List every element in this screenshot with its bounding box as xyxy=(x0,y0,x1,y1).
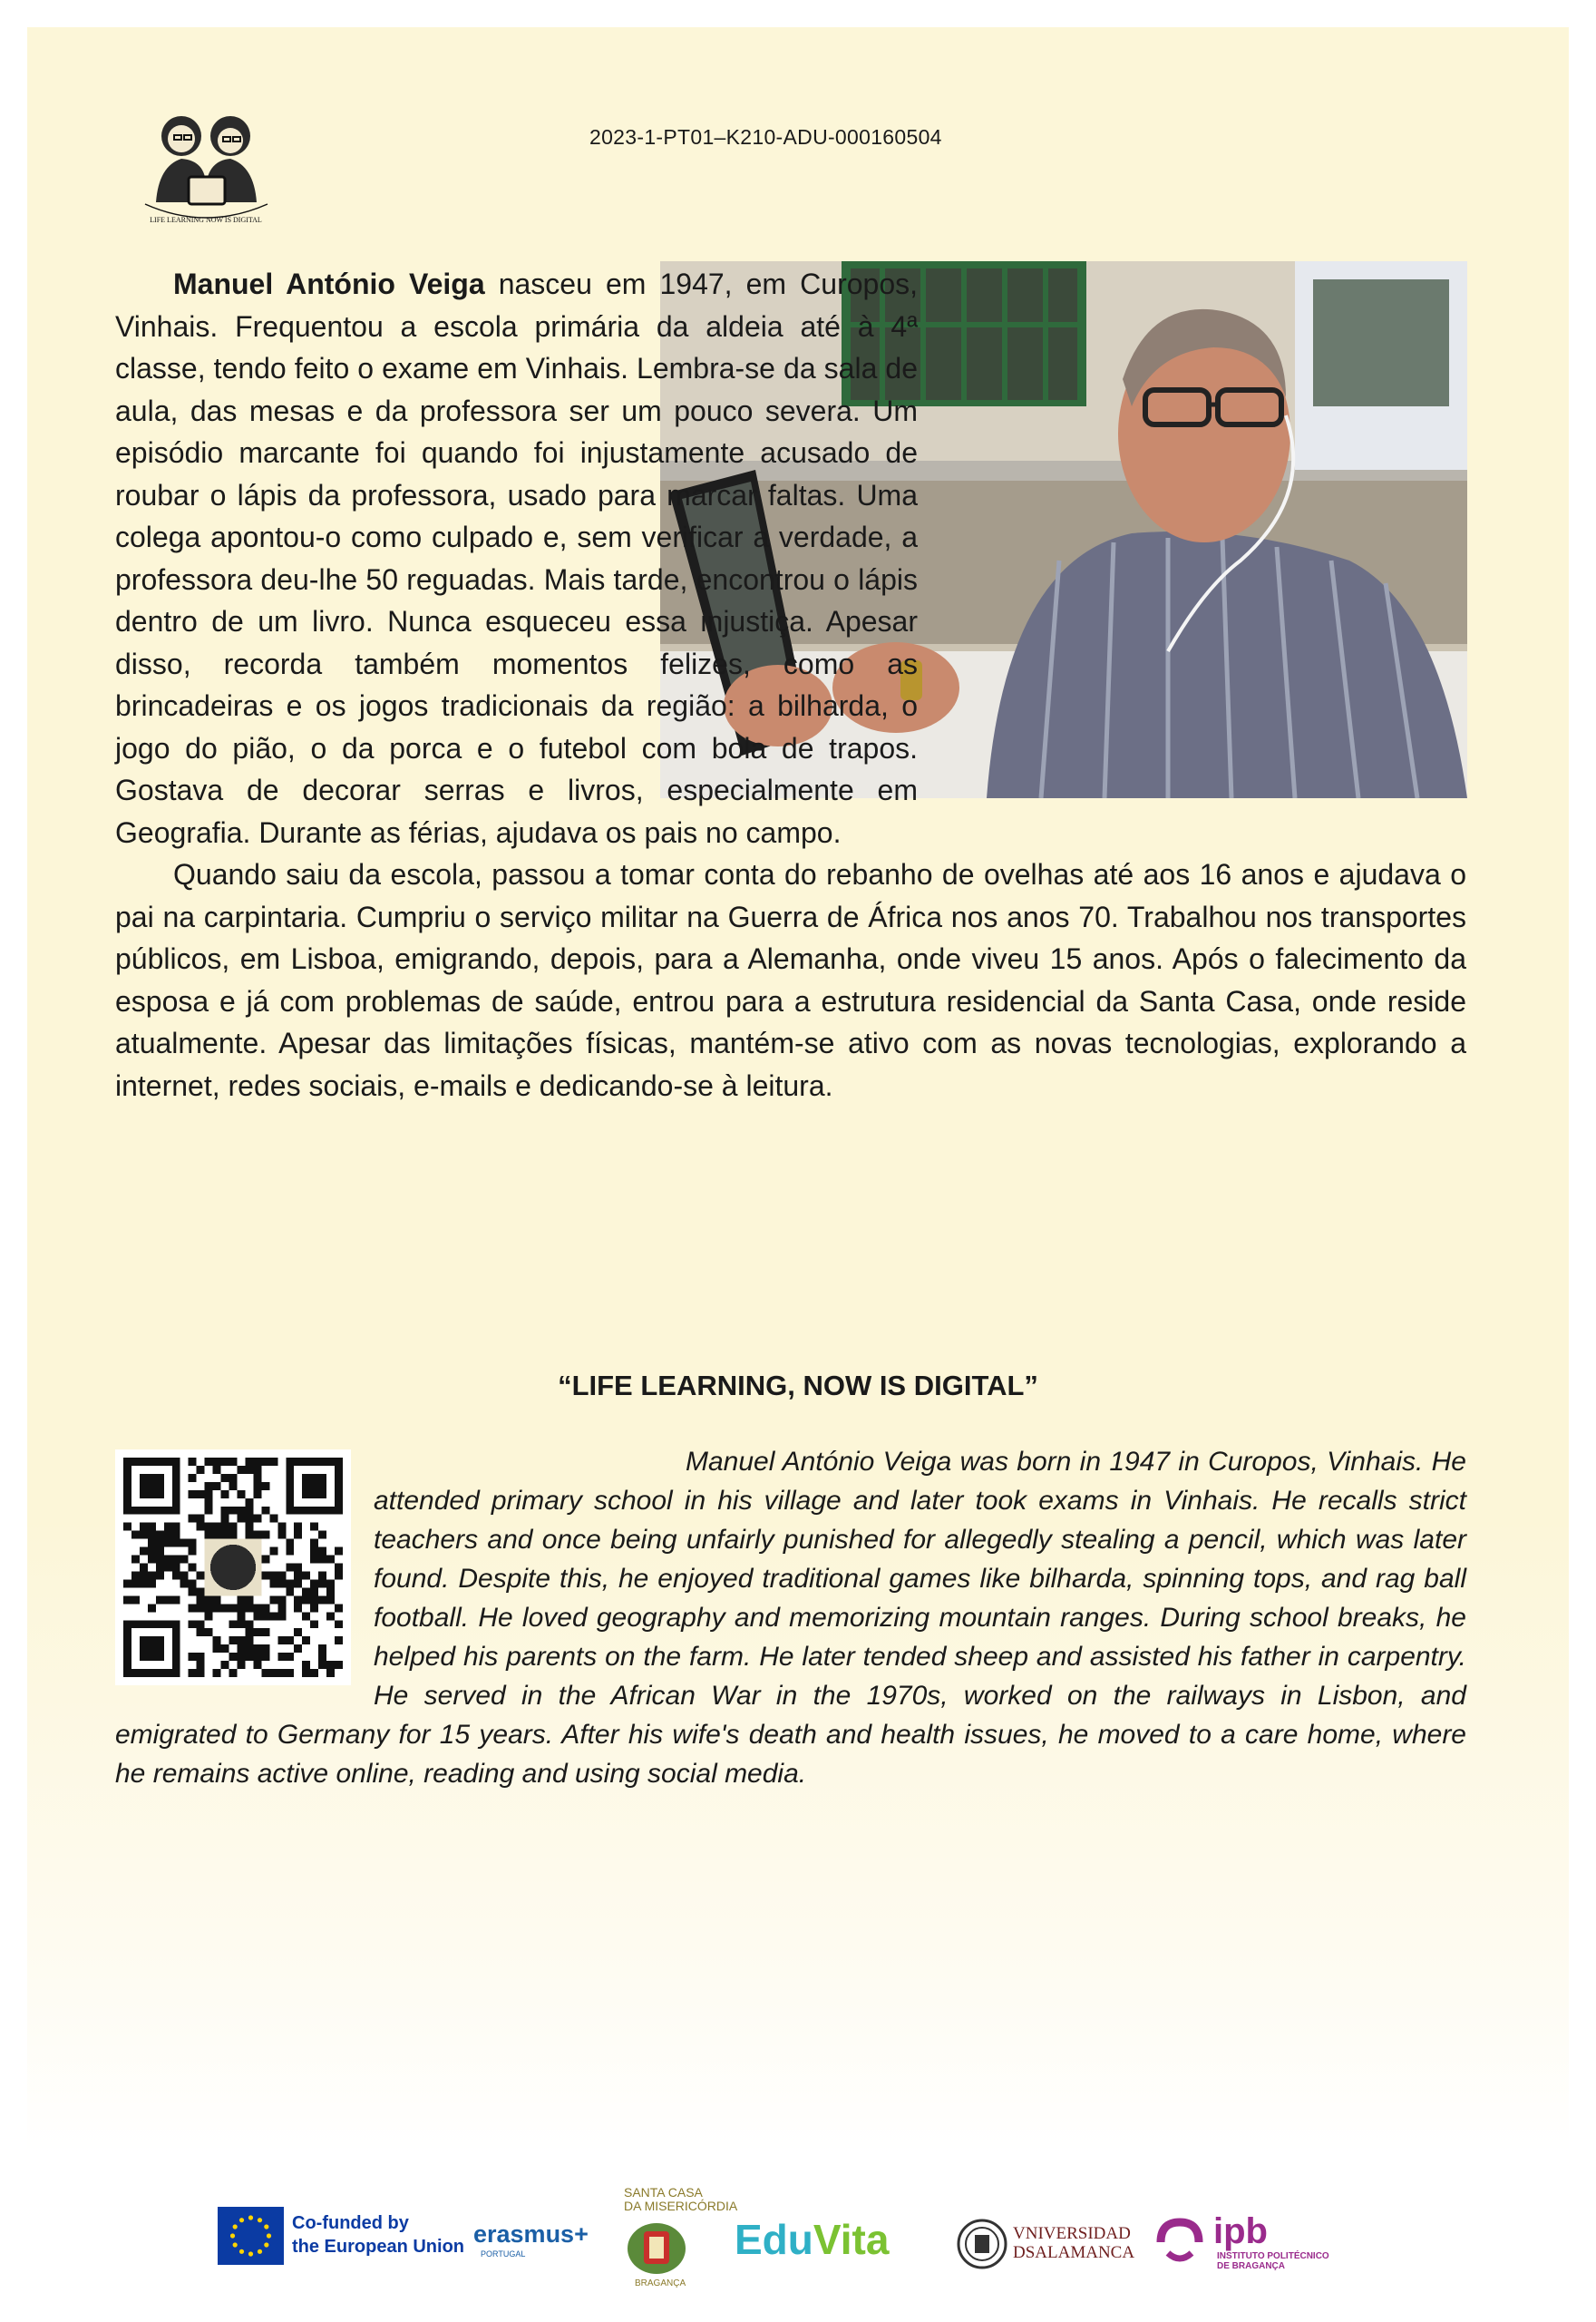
eu-flag-icon xyxy=(218,2207,284,2265)
eu-cofunded-text xyxy=(292,2211,464,2259)
ipb-line-1: INSTITUTO POLITÉCNICO xyxy=(1217,2251,1329,2261)
english-summary xyxy=(115,1442,1466,1793)
project-logo xyxy=(136,95,277,231)
partner-logos xyxy=(0,2177,1596,2322)
santa-casa-line-2: DA MISERICÓRDIA xyxy=(624,2199,738,2213)
eduvita-part-2: Vita xyxy=(813,2216,890,2263)
salamanca-line-2: DSALAMANCA xyxy=(1013,2243,1135,2262)
english-paragraph: Manuel António Veiga was born in 1947 in Curopos, Vinhais. He attended primary school in his village and later took exams in Vinhais. He recalls strict teachers and once being unfairly punished for allegedly stealing a pencil, which was later found. Despite this, he enjoyed traditional games like bilharda, spinning tops, and rag ball football. He loved geography and memorizing mountain ranges. During school breaks, he helped his parents on the farm. He later tended sheep and assisted his father in carpentry. He served in the African War in the 1970s, worked on the railways in Lisbon, and emigrated to Germany for 15 years. After his wife's death and health issues, he moved to a care home, where he remains active online, reading and using social media. xyxy=(115,1447,1466,1789)
portuguese-paragraph-1-text: nasceu em 1947, em Curopos, Vinhais. Frequentou a escola primária da aldeia até à 4ª classe, tendo feito o exame em Vinhais. Lembra-se da sala de aula, das mesas e da professora ser um pouco severa. Um episódio marcante foi quando foi injustamente acusado de roubar o lápis da professora, usado para marcar faltas. Uma colega apontou-o como culpado e, sem verificar a verdade, a professora deu-lhe 50 reguadas. Mais tarde, encontrou o lápis dentro de um livro. Nunca esqueceu essa injustiça. Apesar disso, recorda também momentos felizes, como as brincadeiras e os jogos tradicionais da região: a bilharda, o jogo do pião, o da porca e o futebol com bola de trapos. Gostava de decorar serras e livros, especialmente em Geografia. Durante as férias, ajudava os pais no campo. xyxy=(115,268,919,849)
eu-line-1: Co-funded by xyxy=(292,2213,409,2233)
ipb-logo: ipb xyxy=(1213,2211,1268,2251)
ipb-line-2: DE BRAGANÇA xyxy=(1217,2261,1285,2271)
english-heading: “LIFE LEARNING, NOW IS DIGITAL” xyxy=(558,1370,1038,1401)
ipb-emblem-icon xyxy=(1152,2217,1208,2268)
project-code: 2023-1-PT01–K210-ADU-000160504 xyxy=(589,125,942,149)
salamanca-logo-text xyxy=(1013,2224,1134,2262)
erasmus-logo: erasmus+ xyxy=(473,2220,589,2248)
ipb-subtitle xyxy=(1217,2251,1329,2271)
portuguese-paragraph-2: Quando saiu da escola, passou a tomar conta do rebanho de ovelhas até aos 16 anos e ajudava o pai na carpintaria. Cumpriu o serviço militar na Guerra de África nos anos 70. Trabalhou nos transportes públicos, em Lisboa, emigrando, depois, para a Alemanha, onde viveu 15 anos. Após o falecimento da esposa e já com problemas de saúde, entrou para a estrutura residencial da Santa Casa, onde reside atualmente. Apesar das limitações físicas, mantém-se ativo com as novas tecnologias, explorando a internet, redes sociais, e-mails e dedicando-se à leitura. xyxy=(115,858,1466,1102)
portuguese-biography xyxy=(115,263,1466,1107)
person-name: Manuel António Veiga xyxy=(173,268,485,300)
santa-casa-line-1: SANTA CASA xyxy=(624,2185,703,2200)
photo-spacer xyxy=(918,263,1466,807)
eduvita-logo xyxy=(735,2215,889,2264)
erasmus-subtitle: PORTUGAL xyxy=(481,2249,526,2259)
qr-spacer xyxy=(115,1442,374,1705)
logo-text: LIFE LEARNING NOW IS DIGITAL xyxy=(150,216,262,224)
eu-line-2: the European Union xyxy=(292,2237,464,2257)
eduvita-part-1: Edu xyxy=(735,2216,813,2263)
salamanca-line-1: VNIVERSIDAD xyxy=(1013,2224,1131,2243)
salamanca-seal-icon xyxy=(957,2217,1007,2271)
santa-casa-logo-text xyxy=(624,2186,737,2213)
santa-casa-city: BRAGANÇA xyxy=(635,2278,686,2288)
santa-casa-emblem-icon xyxy=(626,2220,687,2277)
